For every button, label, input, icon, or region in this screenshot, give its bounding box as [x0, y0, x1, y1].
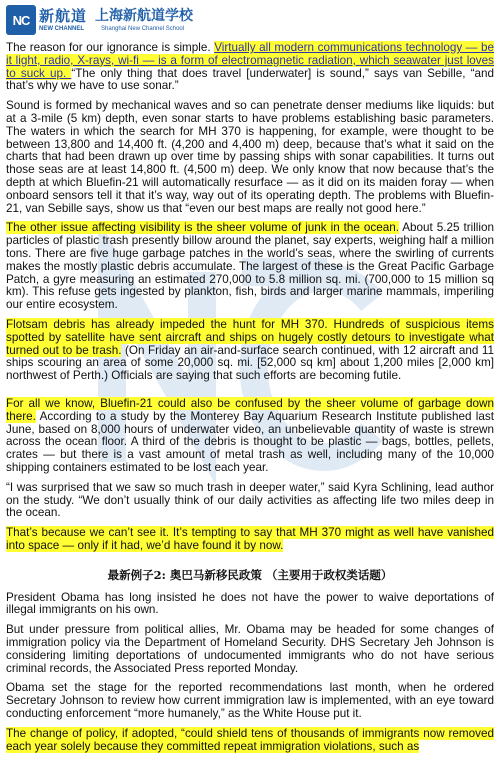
paragraph-7	[6, 527, 494, 553]
p7-highlight: That’s because we can’t see it. It’s tempting to say that MH 370 might as well have vanished into space — only if it had, we’d have found it by now.	[6, 526, 494, 552]
p1-text-c: “The only thing that does travel [underwater] is sound,” says van Sebille, “and that’s why we have to use sonar.”	[6, 66, 494, 93]
p3-text: About 5.25 trillion particles of plastic trash presently billow around the planet, say experts, weighing half a million tons. There are five huge garbage patches in the world’s seas, where the swirling of currents makes the mostly plastic debris accumulate. The largest of these is the Great Pacific Garbage Patch, a gyre measuring an estimated 270,000 to 5.8 million sq. mi. (700,000 to 15 million sq km). This refuse gets ingested by plankton, fish, birds and larger marine mammals, imperiling our entire ecosystem.	[6, 221, 494, 312]
p3-highlight: The other issue affecting visibility is the sheer volume of junk in the ocean.	[6, 221, 399, 235]
new-channel-logo-icon: NC	[6, 5, 36, 35]
paragraph-6: “I was surprised that we saw so much trash in deeper water,” said Kyra Schlining, lead author on the study. “We don’t usually think of our daily activities as affecting life two miles deep in the ocean.	[6, 480, 494, 520]
school-name-en: Shanghai New Channel School	[101, 25, 185, 32]
brand-name-en: NEW CHANNEL	[39, 25, 84, 32]
paragraph-4	[6, 319, 494, 383]
p5-text: According to a study by the Monterey Bay Aquarium Research Institute published last June, based on 8,000 hours of underwater video, an unbelievable quantity of waste is strewn across the ocean floor. A third of the debris is thought to be plastic — bags, bottles, pellets, crates — but there is a vast amount of metal trash as well, including many of the 10,000 shipping containers estimated to be lost each year.	[6, 409, 494, 474]
p1-text-a: The reason for our ignorance is simple.	[6, 41, 215, 54]
p1-highlight-link[interactable]: Virtually all modern communications technology — be it light, radio, X-rays, wi-fi — is a form of electromagnetic radiation, which seawater just loves to suck up.	[6, 41, 494, 80]
document-header	[6, 2, 306, 38]
paragraph-9: But under pressure from political allies, Mr. Obama may be headed for some changes of immigration policy via the Department of Homeland Security. DHS Secretary Jeh Johnson is considering limiting deportations of undocumented immigrants who do not have serious criminal records, the Associated Press reported Monday.	[6, 623, 494, 675]
school-name-block	[95, 8, 193, 33]
section-heading: 最新例子2: 奥巴马新移民政策 （主要用于政权类话题）	[107, 567, 393, 582]
paragraph-5	[6, 398, 494, 475]
p4-highlight: Flotsam debris has already impeded the hunt for MH 370. Hundreds of suspicious items spotted by satellite have sent aircraft and ships on hugely costly detours to investigate what turned out to be trash.	[6, 317, 494, 357]
paragraph-2: Sound is formed by mechanical waves and so can penetrate denser mediums like liquids: but at a 3-mile (5 km) depth, even sonar starts to have problems establishing basic parameters. The waters in which the search for MH 370 is happening, for example, were thought to be between 13,800 and 14,400 ft. (4,200 and 4,400 m) deep, because that’s what it said on the charts that had been drawn up over time by passing ships with sonar capabilities. It turns out those seas are at least 14,800 ft. (4,500 m) deep. We only know that now because that’s the depth at which Bluefin-21 will automatically resurface — as it did on its maiden foray — when onboard sensors tell it that it’s way, way out of its operating depth. The problems with Bluefin-21, van Sebille says, show us that “even our best maps are really not good here.”	[6, 99, 494, 215]
p11-highlight: The change of policy, if adopted, “could shield tens of thousands of immigrants now removed each year solely because they committed repeat immigration violations, such as	[6, 726, 494, 753]
paragraph-3	[6, 222, 494, 312]
school-name-cn: 上海新航道学校	[95, 7, 194, 24]
p5-highlight: For all we know, Bluefin-21 could also be confused by the sheer volume of garbage down there.	[6, 396, 494, 423]
article-body	[6, 42, 494, 760]
paragraph-1	[6, 42, 494, 93]
paragraph-10: Obama set the stage for the reported recommendations last month, when he ordered Secretary Johnson to review how current immigration law is implemented, with an eye toward conducting enforcement “more humanely,” as the White House put it.	[6, 681, 494, 721]
p4-text: (On Friday an air-and-surface search continued, with 12 aircraft and 11 ships scouring an area of some 20,000 sq. mi. [52,000 sq km] about 1,200 miles [2,000 km] northwest of Perth.) Officials are saying that such efforts are becoming futile.	[6, 343, 494, 383]
brand-logo-text	[39, 8, 87, 33]
brand-name-cn: 新航道	[39, 6, 88, 25]
paragraph-8: President Obama has long insisted he does not have the power to waive deportations of illegal immigrants on his own.	[6, 590, 494, 617]
paragraph-11	[6, 728, 494, 754]
